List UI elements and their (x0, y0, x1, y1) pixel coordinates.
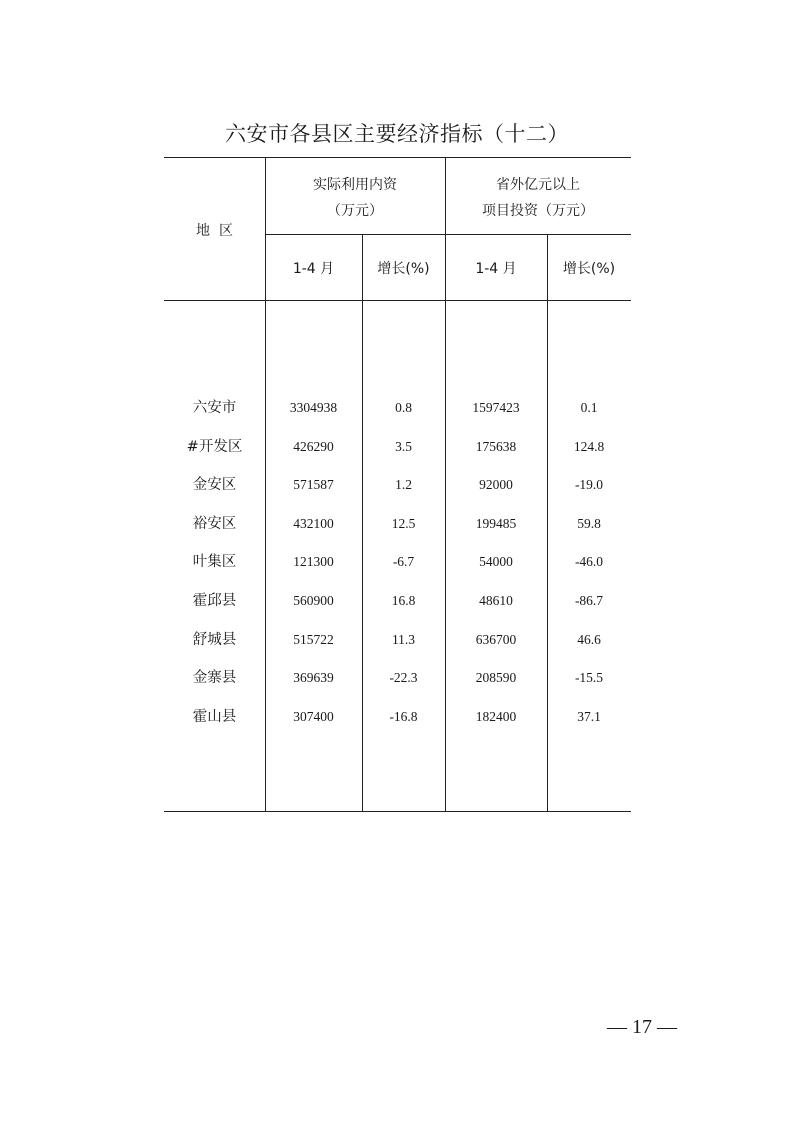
domestic-capital-growth: 16.8 (391, 593, 416, 608)
external-investment-value: 1597423 (472, 400, 520, 415)
external-investment-value: 208590 (475, 670, 517, 685)
header-mid-rule (265, 234, 631, 235)
domestic-capital-growth: -16.8 (389, 709, 418, 724)
external-investment-growth: 124.8 (573, 439, 605, 454)
external-investment-growth: 59.8 (577, 516, 601, 531)
region-cell: 裕安区 (192, 516, 237, 532)
external-investment-value: 199485 (475, 516, 517, 531)
domestic-capital-growth: -6.7 (392, 554, 415, 569)
external-investment-growth: 0.1 (580, 400, 598, 415)
domestic-capital-growth: -22.3 (389, 670, 418, 685)
region-cell: 舒城县 (192, 632, 237, 648)
domestic-capital-value: 121300 (293, 554, 334, 569)
region-cell: 霍山县 (192, 709, 237, 725)
external-investment-value: 48610 (479, 593, 513, 608)
region-cell: 叶集区 (192, 554, 237, 570)
page-number: — 17 — (607, 1016, 677, 1038)
external-investment-growth: -86.7 (574, 593, 604, 608)
domestic-capital-growth: 12.5 (391, 516, 416, 531)
external-investment-growth: -15.5 (574, 670, 604, 685)
domestic-capital-value: 307400 (293, 709, 334, 724)
subheader-growth-2: 增长(%) (562, 261, 616, 277)
header-group-external-investment-line1: 省外亿元以上 (496, 177, 580, 193)
domestic-capital-value: 369639 (293, 670, 334, 685)
domestic-capital-growth: 3.5 (395, 439, 412, 454)
table-top-rule (164, 157, 631, 158)
domestic-capital-value: 571587 (293, 477, 334, 492)
subheader-period-1: 1-4 月 (292, 261, 335, 277)
table-bottom-rule (164, 811, 631, 812)
region-cell: #开发区 (186, 439, 243, 455)
domestic-capital-value: 432100 (293, 516, 334, 531)
domestic-capital-growth: 0.8 (395, 400, 412, 415)
external-investment-value: 54000 (479, 554, 513, 569)
header-group-external-investment (445, 172, 631, 224)
region-cell: 金安区 (192, 477, 237, 493)
header-group-domestic-capital (265, 172, 445, 224)
header-group-domestic-capital-line1: 实际利用内资 (313, 177, 397, 193)
header-region: 地 区 (196, 223, 233, 239)
external-investment-growth: -19.0 (574, 477, 604, 492)
region-cell: 六安市 (192, 400, 237, 416)
external-investment-growth: 46.6 (577, 632, 601, 647)
region-cell: 金寨县 (192, 670, 237, 686)
subheader-growth-1: 增长(%) (377, 261, 430, 277)
header-bottom-rule (164, 300, 631, 301)
domestic-capital-value: 3304938 (289, 400, 338, 415)
domestic-capital-value: 515722 (293, 632, 334, 647)
external-investment-value: 636700 (475, 632, 517, 647)
domestic-capital-growth: 1.2 (395, 477, 412, 492)
subheader-period-2: 1-4 月 (475, 261, 517, 277)
domestic-capital-growth: 11.3 (391, 632, 416, 647)
header-group-domestic-capital-line2: （万元） (327, 203, 383, 219)
external-investment-value: 92000 (479, 477, 513, 492)
external-investment-growth: -46.0 (574, 554, 604, 569)
external-investment-growth: 37.1 (577, 709, 601, 724)
external-investment-value: 182400 (475, 709, 517, 724)
domestic-capital-value: 426290 (293, 439, 334, 454)
header-group-external-investment-line2: 项目投资（万元） (482, 203, 594, 219)
page-title: 六安市各县区主要经济指标（十二） (225, 122, 569, 146)
domestic-capital-value: 560900 (293, 593, 334, 608)
external-investment-value: 175638 (475, 439, 517, 454)
region-cell: 霍邱县 (192, 593, 237, 609)
